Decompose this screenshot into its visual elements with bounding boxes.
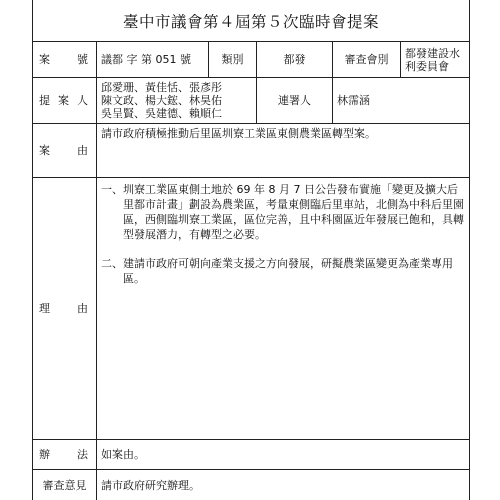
category-label: 類別 (209, 42, 257, 77)
reason-item-text: 圳寮工業區東側土地於 69 年 8 月 7 日公告發布實施「變更及擴大后里都市計畫」劃設為農業區，考量東側臨后里車站，北側為中科后里園區，西側臨圳寮工業區，區位完善，且中科園區近年發展已飽和，具轉型發展潛力，有轉型之必要。 (123, 183, 464, 241)
reason-item (101, 256, 467, 286)
category-value: 都發 (257, 42, 333, 77)
case-number-value: 議都 字 第 051 號 (97, 42, 209, 77)
proposers-line: 吳呈賢、吳建德、賴順仁 (101, 107, 222, 120)
case-number-label: 案 號 (33, 42, 97, 77)
subject-row (33, 124, 469, 178)
proposal-sheet (32, 0, 470, 500)
reason-label: 理 由 (33, 178, 97, 439)
review-opinion-label: 審查意見 (33, 470, 97, 500)
document-title: 臺中市議會第４屆第５次臨時會提案 (33, 0, 469, 42)
reason-item (101, 182, 467, 242)
proposers-line: 陳文政、楊大鋐、林昊佑 (101, 94, 222, 107)
action-label: 辦 法 (33, 440, 97, 469)
proposers-row (33, 78, 469, 124)
review-opinion-value: 請市政府研究辦理。 (101, 478, 200, 492)
action-row (33, 440, 469, 470)
cosigner-value: 林霈涵 (337, 94, 370, 107)
reason-item-text: 建請市政府可朝向產業支援之方向發展，研擬農業區變更為產業專用區。 (123, 257, 453, 285)
reason-row (33, 178, 469, 440)
reason-item-number: 二、 (101, 257, 123, 270)
proposers-label: 提 案 人 (33, 78, 97, 123)
review-opinion-row (33, 470, 469, 500)
proposers-line: 邱愛珊、黃佳恬、張彥彤 (101, 81, 222, 94)
review-committee-label: 審查會別 (333, 42, 401, 77)
review-committee-value: 都發建設水利委員會 (405, 46, 460, 73)
reason-item-number: 一、 (101, 183, 123, 196)
proposers-names (97, 78, 257, 123)
cosigner-label: 連署人 (257, 78, 333, 123)
case-number-row (33, 42, 469, 78)
subject-label: 案 由 (33, 124, 97, 177)
action-value: 如案由。 (101, 448, 145, 461)
reason-content (97, 178, 471, 439)
subject-value: 請市政府積極推動后里區圳寮工業區東側農業區轉型案。 (101, 127, 376, 140)
